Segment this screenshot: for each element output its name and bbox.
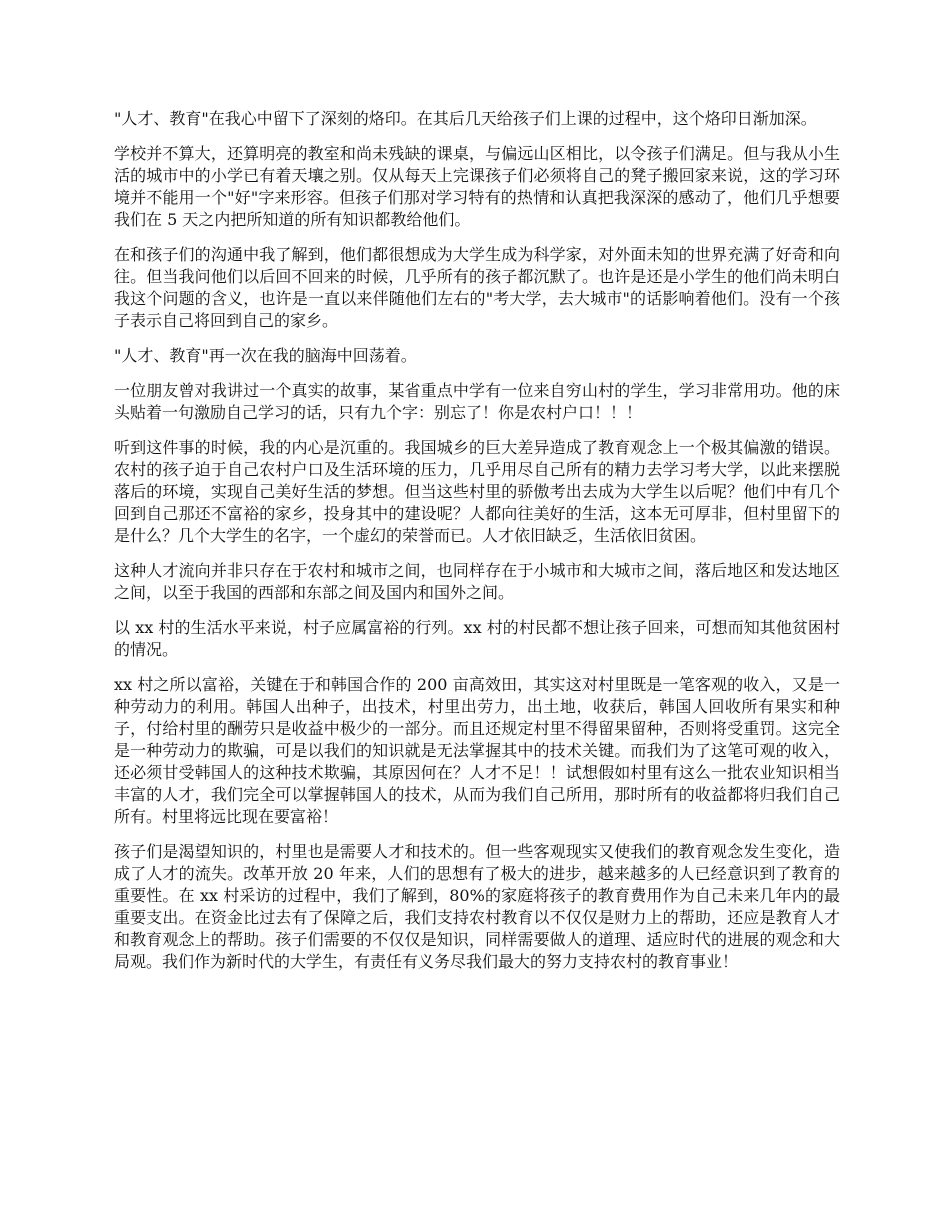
document-body <box>114 108 840 986</box>
paragraph: "人才、教育"在我心中留下了深刻的烙印。在其后几天给孩子们上课的过程中，这个烙印日渐加深。 <box>114 109 817 128</box>
paragraph: 这种人才流向并非只存在于农村和城市之间，也同样存在于小城市和大城市之间，落后地区和发达地区之间，以至于我国的西部和东部之间及国内和国外之间。 <box>114 561 840 602</box>
paragraph: 听到这件事的时候，我的内心是沉重的。我国城乡的巨大差异造成了教育观念上一个极其偏激的错误。农村的孩子迫于自己农村户口及生活环境的压力，几乎用尽自己所有的精力去学习考大学，以此来摆脱落后的环境，实现自己美好生活的梦想。但当这些村里的骄傲考出去成为大学生以后呢？他们中有几个回到自己那还不富裕的家乡，投身其中的建设呢？人都向往美好的生活，这本无可厚非，但村里留下的是什么？几个大学生的名字，一个虚幻的荣誉而已。人才依旧缺乏，生活依旧贫困。 <box>114 438 840 545</box>
paragraph: 一位朋友曾对我讲过一个真实的故事，某省重点中学有一位来自穷山村的学生，学习非常用功。他的床头贴着一句激励自己学习的话，只有九个字：别忘了！你是农村户口！！！ <box>114 381 840 422</box>
paragraph: 以 xx 村的生活水平来说，村子应属富裕的行列。xx 村的村民都不想让孩子回来，可想而知其他贫困村的情况。 <box>114 618 840 659</box>
paragraph: 孩子们是渴望知识的，村里也是需要人才和技术的。但一些客观现实又使我们的教育观念发生变化，造成了人才的流失。改革开放 20 年来，人们的思想有了极大的进步，越来越多的人已经意识到了教育的重要性。在 xx 村采访的过程中，我们了解到，80%的家庭将孩子的教育费用作为自己未来几年内的最重要支出。在资金比过去有了保障之后，我们支持农村教育以不仅仅是财力上的帮助，还应是教育人才和教育观念上的帮助。孩子们需要的不仅仅是知识，同样需要做人的道理、适应时代的进展的观念和大局观。我们作为新时代的大学生，有责任有义务尽我们最大的努力支持农村的教育事业！ <box>114 842 840 971</box>
paragraph: 学校并不算大，还算明亮的教室和尚未残缺的课桌，与偏远山区相比，以令孩子们满足。但与我从小生活的城市中的小学已有着天壤之别。仅从每天上完课孩子们必须将自己的凳子搬回家来说，这的学习环境并不能用一个"好"字来形容。但孩子们那对学习特有的热情和认真把我深深的感动了，他们几乎想要我们在 5 天之内把所知道的所有知识都教给他们。 <box>114 144 840 229</box>
paragraph: xx 村之所以富裕，关键在于和韩国合作的 200 亩高效田，其实这对村里既是一笔客观的收入，又是一种劳动力的利用。韩国人出种子，出技术，村里出劳力，出土地，收获后，韩国人回收所有果实和种子，付给村里的酬劳只是收益中极少的一部分。而且还规定村里不得留果留种，否则将受重罚。这完全是一种劳动力的欺骗，可是以我们的知识就是无法掌握其中的技术关键。而我们为了这笔可观的收入，还必须甘受韩国人的这种技术欺骗，其原因何在？人才不足！！试想假如村里有这么一批农业知识相当丰富的人才，我们完全可以掌握韩国人的技术，从而为我们自己所用，那时所有的收益都将归我们自己所有。村里将远比现在要富裕！ <box>114 675 840 826</box>
paragraph: "人才、教育"再一次在我的脑海中回荡着。 <box>114 346 417 365</box>
paragraph: 在和孩子们的沟通中我了解到，他们都很想成为大学生成为科学家，对外面未知的世界充满了好奇和向往。但当我问他们以后回不回来的时候，几乎所有的孩子都沉默了。也许是还是小学生的他们尚未明白我这个问题的含义，也许是一直以来伴随他们左右的"考大学，去大城市"的话影响着他们。没有一个孩子表示自己将回到自己的家乡。 <box>114 245 840 330</box>
